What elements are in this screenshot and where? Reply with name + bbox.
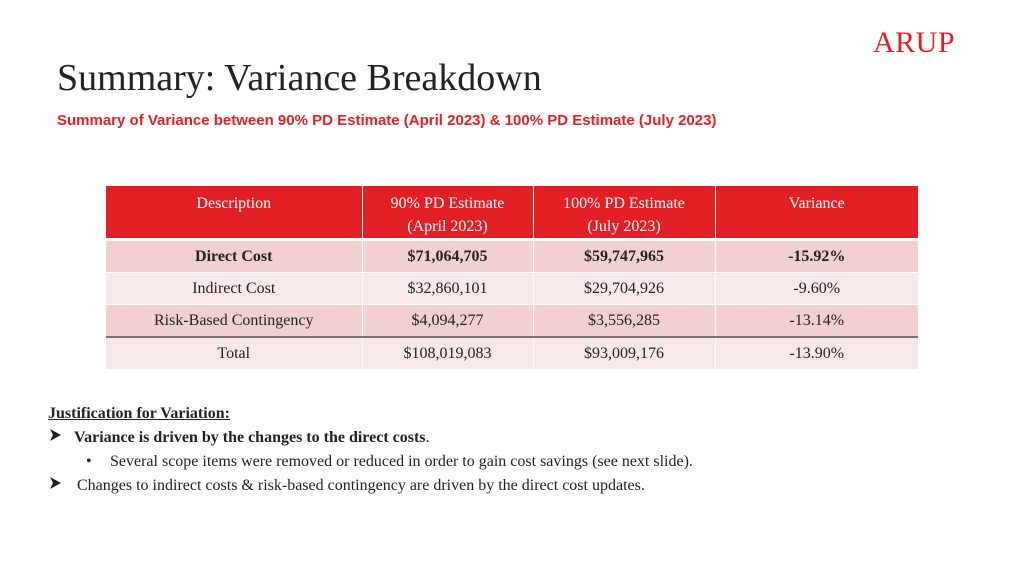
- table-header-row: [106, 186, 918, 240]
- cell-variance: -15.92%: [715, 240, 918, 273]
- header-100-estimate: [533, 186, 715, 240]
- bullet-item: [48, 474, 693, 498]
- header-90-estimate-line1: 90% PD Estimate: [390, 195, 505, 212]
- arrowhead-bullet-icon: [48, 426, 74, 450]
- cell-variance: -13.90%: [715, 337, 918, 369]
- arrowhead-bullet-icon: [48, 474, 74, 498]
- variance-table: [106, 186, 918, 369]
- cell-variance: -9.60%: [715, 273, 918, 305]
- cell-100-estimate: $29,704,926: [533, 273, 715, 305]
- cell-variance: -13.14%: [715, 305, 918, 338]
- arup-logo: ARUP: [873, 26, 956, 59]
- cell-description: Total: [106, 337, 362, 369]
- header-100-estimate-line1: 100% PD Estimate: [563, 195, 685, 212]
- cell-90-estimate: $32,860,101: [362, 273, 533, 305]
- bullet-1-tail: .: [425, 429, 430, 446]
- page-title: Summary: Variance Breakdown: [57, 57, 542, 99]
- cell-description: Indirect Cost: [106, 273, 362, 305]
- cell-100-estimate: $59,747,965: [533, 240, 715, 273]
- cell-100-estimate: $93,009,176: [533, 337, 715, 369]
- justification-section: [48, 402, 693, 498]
- bullet-2-text: Changes to indirect costs & risk-based contingency are driven by the direct cost updates.: [77, 477, 645, 494]
- cell-description: Risk-Based Contingency: [106, 305, 362, 338]
- header-description-label: Description: [196, 195, 272, 212]
- cell-90-estimate: $108,019,083: [362, 337, 533, 369]
- bullet-item: [48, 426, 693, 450]
- cell-description: Direct Cost: [106, 240, 362, 273]
- header-description: [106, 186, 362, 240]
- table-row: [106, 240, 918, 273]
- dot-bullet-icon: •: [86, 453, 92, 470]
- page-subtitle: Summary of Variance between 90% PD Estimate (April 2023) & 100% PD Estimate (July 2023): [57, 112, 717, 129]
- cell-90-estimate: $4,094,277: [362, 305, 533, 338]
- sub-bullet-item: [48, 450, 693, 474]
- table-row-total: [106, 337, 918, 369]
- table-row: [106, 305, 918, 338]
- bullet-1-bold-text: Variance is driven by the changes to the direct costs: [74, 429, 426, 446]
- header-variance: [715, 186, 918, 240]
- header-90-estimate-line2: (April 2023): [407, 218, 488, 235]
- header-variance-label: Variance: [788, 195, 845, 212]
- table-row: [106, 273, 918, 305]
- header-100-estimate-line2: (July 2023): [587, 218, 661, 235]
- cell-90-estimate: $71,064,705: [362, 240, 533, 273]
- header-90-estimate: [362, 186, 533, 240]
- sub-bullet-text: Several scope items were removed or reduced in order to gain cost savings (see next slide).: [110, 453, 693, 470]
- justification-heading: Justification for Variation:: [48, 405, 230, 422]
- cell-100-estimate: $3,556,285: [533, 305, 715, 338]
